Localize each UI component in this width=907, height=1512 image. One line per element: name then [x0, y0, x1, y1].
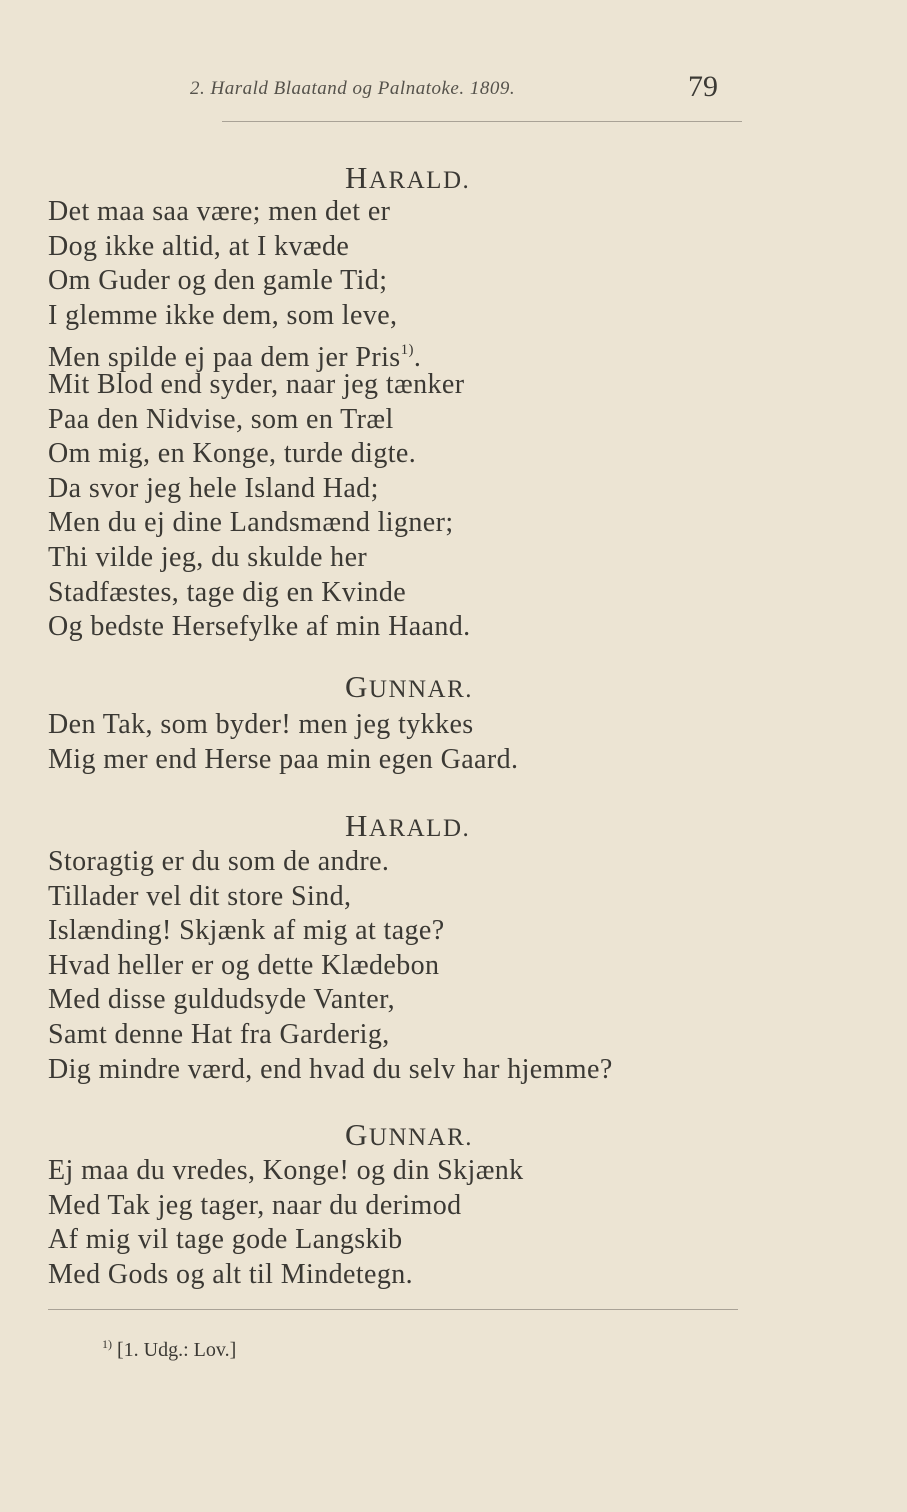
verse-line: Dog ikke altid, at I kvæde: [48, 230, 350, 262]
verse-line: Islænding! Skjænk af mig at tage?: [48, 915, 445, 947]
footnote-marker: 1): [102, 1337, 112, 1351]
verse-block: [48, 195, 471, 645]
verse-line: Tillader vel dit store Sind,: [48, 880, 352, 912]
verse-line: Om Guder og den gamle Tid;: [48, 265, 388, 297]
verse-line: Dig mindre værd, end hvad du selv har hjemme?: [48, 1053, 613, 1085]
verse-line: Da svor jeg hele Island Had;: [48, 472, 379, 504]
verse-line: Hvad heller er og dette Klædebon: [48, 949, 440, 981]
verse-text: Men spilde ej paa dem jer Pris: [48, 342, 401, 374]
verse-block: [48, 708, 518, 777]
verse-line: Men du ej dine Landsmænd ligner;: [48, 507, 454, 539]
verse-line: I glemme ikke dem, som leve,: [48, 299, 398, 331]
verse-line: Med Tak jeg tager, naar du derimod: [48, 1189, 462, 1221]
verse-block: [48, 845, 613, 1087]
page-number: 79: [688, 70, 718, 103]
footnote-rule: [48, 1309, 738, 1310]
verse-line-with-footnote: [48, 333, 471, 374]
footnote-marker: 1): [400, 342, 414, 359]
speaker-name: HARALD.: [345, 808, 471, 843]
verse-line: Paa den Nidvise, som en Træl: [48, 403, 394, 435]
footnote: [102, 1337, 236, 1362]
verse-line: Om mig, en Konge, turde digte.: [48, 438, 417, 470]
line-end-punct: .: [413, 342, 422, 374]
verse-line: Det maa saa være; men det er: [48, 196, 391, 227]
footnote-text: [1. Udg.: Lov.]: [117, 1339, 237, 1361]
verse-line: Med Gods og alt til Mindetegn.: [48, 1258, 414, 1290]
verse-line: Den Tak, som byder! men jeg tykkes: [48, 709, 474, 740]
verse-line: Stadfæstes, tage dig en Kvinde: [48, 576, 407, 608]
verse-line: Og bedste Hersefylke af min Haand.: [48, 611, 471, 643]
verse-line: Samt denne Hat fra Garderig,: [48, 1018, 390, 1050]
speaker-name: GUNNAR.: [345, 669, 474, 704]
verse-line: Mit Blod end syder, naar jeg tænker: [48, 368, 465, 400]
verse-line: Mig mer end Herse paa min egen Gaard.: [48, 743, 519, 775]
header-rule: [222, 121, 742, 122]
verse-line: Thi vilde jeg, du skulde her: [48, 541, 368, 573]
verse-line: Af mig vil tage gode Langskib: [48, 1224, 403, 1256]
verse-line: Ej maa du vredes, Konge! og din Skjænk: [48, 1155, 524, 1186]
verse-line: Storagtig er du som de andre.: [48, 846, 390, 877]
running-header: [190, 70, 750, 114]
running-title: 2. Harald Blaatand og Palnatoke. 1809.: [190, 78, 516, 99]
speaker-name: GUNNAR.: [345, 1117, 474, 1152]
verse-block: [48, 1154, 524, 1292]
speaker-name: HARALD.: [345, 160, 471, 195]
verse-line: Med disse guldudsyde Vanter,: [48, 984, 396, 1016]
